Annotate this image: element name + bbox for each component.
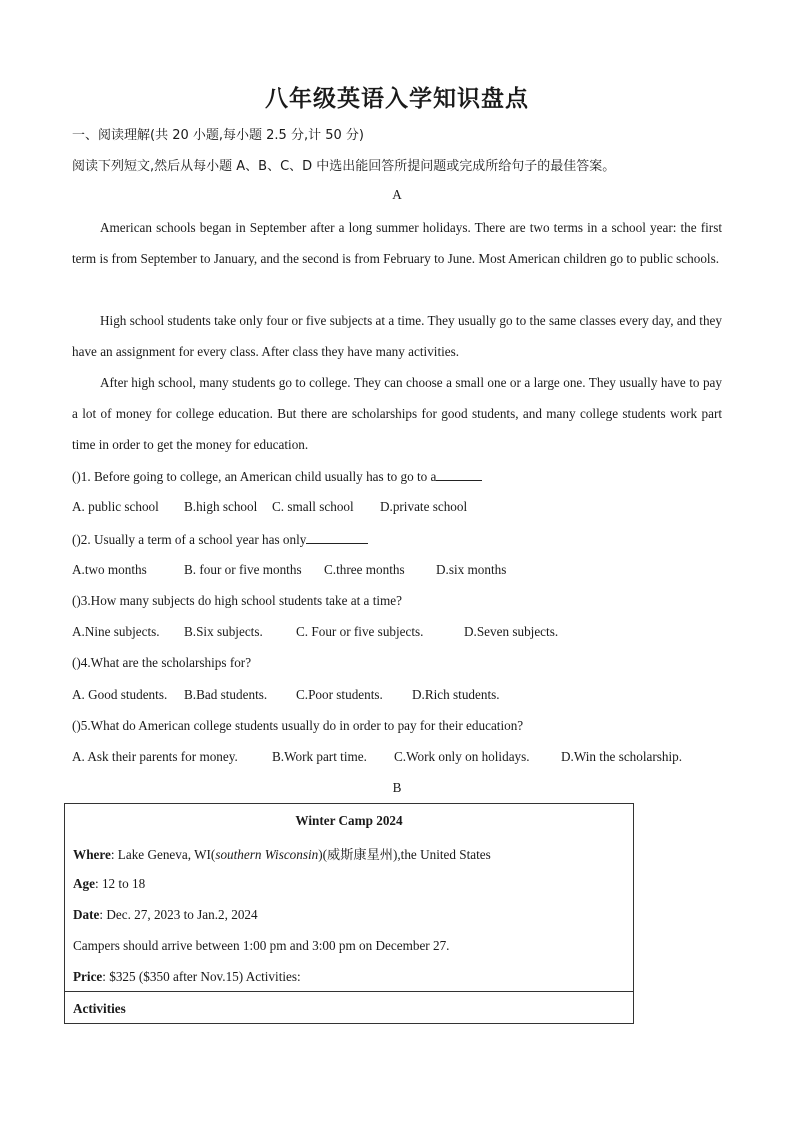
camp-title: Winter Camp 2024 (295, 813, 403, 828)
activities-label: Activities (73, 1001, 126, 1016)
camp-arrival: Campers should arrive between 1:00 pm and 3:00 pm on December 27. (73, 938, 450, 953)
q1-option-a: A. public school (72, 499, 159, 514)
date-value: : Dec. 27, 2023 to Jan.2, 2024 (99, 907, 258, 922)
camp-where (73, 844, 491, 863)
q3-option-a: A.Nine subjects. (72, 624, 160, 639)
question-1-stem: ()1. Before going to college, an American child usually has to go to a (72, 469, 437, 484)
q4-option-d: D.Rich students. (412, 687, 500, 702)
where-value-pre: : Lake Geneva, WI( (110, 847, 216, 862)
passage-a-paragraph-1: American schools began in September after a long summer holidays. There are two terms in a school year: the first term is from September to January, and the second is from February to June. Most American children go to public schools. (72, 220, 722, 266)
where-label: Where (73, 847, 111, 862)
q5-option-c: C.Work only on holidays. (394, 749, 530, 764)
q1-option-d: D.private school (380, 499, 468, 514)
camp-price (73, 969, 301, 985)
question-3: ()3.How many subjects do high school students take at a time? (72, 593, 402, 608)
price-label: Price (73, 969, 103, 984)
price-value: : $325 ($350 after Nov.15) Activities: (102, 969, 301, 984)
question-1 (72, 468, 482, 485)
passage-b-label: B (392, 780, 402, 795)
q1-option-b: B.high school (184, 499, 258, 514)
question-2 (72, 531, 368, 548)
section-heading: 一、阅读理解(共 20 小题,每小题 2.5 分,计 50 分) (72, 128, 364, 143)
age-label: Age (73, 876, 95, 891)
winter-camp-table (64, 803, 634, 1024)
section-instruction: 阅读下列短文,然后从每小题 A、B、C、D 中选出能回答所提问题或完成所给句子的最佳答案。 (72, 159, 616, 174)
camp-date (73, 907, 258, 923)
where-value-post: )(威斯康星州),the United States (318, 847, 491, 862)
passage-a-label: A (392, 187, 402, 202)
where-value-italic: southern Wisconsin (215, 847, 319, 862)
q2-option-c: C.three months (324, 562, 405, 577)
passage-a-paragraph-3: After high school, many students go to college. They can choose a small one or a large one. They usually have to pay a lot of money for college education. But there are scholarships for good students, and many college students work part time in order to get the money for education. (72, 375, 722, 452)
age-value: : 12 to 18 (94, 876, 146, 891)
date-label: Date (73, 907, 100, 922)
answer-blank (436, 468, 482, 481)
q3-option-b: B.Six subjects. (184, 624, 263, 639)
q2-option-d: D.six months (436, 562, 507, 577)
q4-option-a: A. Good students. (72, 687, 168, 702)
q3-option-c: C. Four or five subjects. (296, 624, 424, 639)
q4-option-c: C.Poor students. (296, 687, 383, 702)
camp-age (73, 876, 145, 892)
q1-option-c: C. small school (272, 499, 354, 514)
page-title: 八年级英语入学知识盘点 (265, 86, 529, 112)
question-2-stem: ()2. Usually a term of a school year has only (72, 532, 307, 547)
question-5: ()5.What do American college students usually do in order to pay for their education? (72, 718, 524, 733)
q4-option-b: B.Bad students. (184, 687, 268, 702)
q3-option-d: D.Seven subjects. (464, 624, 559, 639)
q5-option-b: B.Work part time. (272, 749, 367, 764)
question-4: ()4.What are the scholarships for? (72, 655, 252, 670)
q5-option-a: A. Ask their parents for money. (72, 749, 238, 764)
answer-blank (306, 531, 368, 544)
q2-option-b: B. four or five months (184, 562, 302, 577)
q2-option-a: A.two months (72, 562, 147, 577)
q5-option-d: D.Win the scholarship. (561, 749, 683, 764)
table-divider (65, 991, 633, 992)
passage-a-paragraph-2: High school students take only four or five subjects at a time. They usually go to the same classes every day, and they have an assignment for every class. After class they have many activities. (72, 313, 722, 359)
